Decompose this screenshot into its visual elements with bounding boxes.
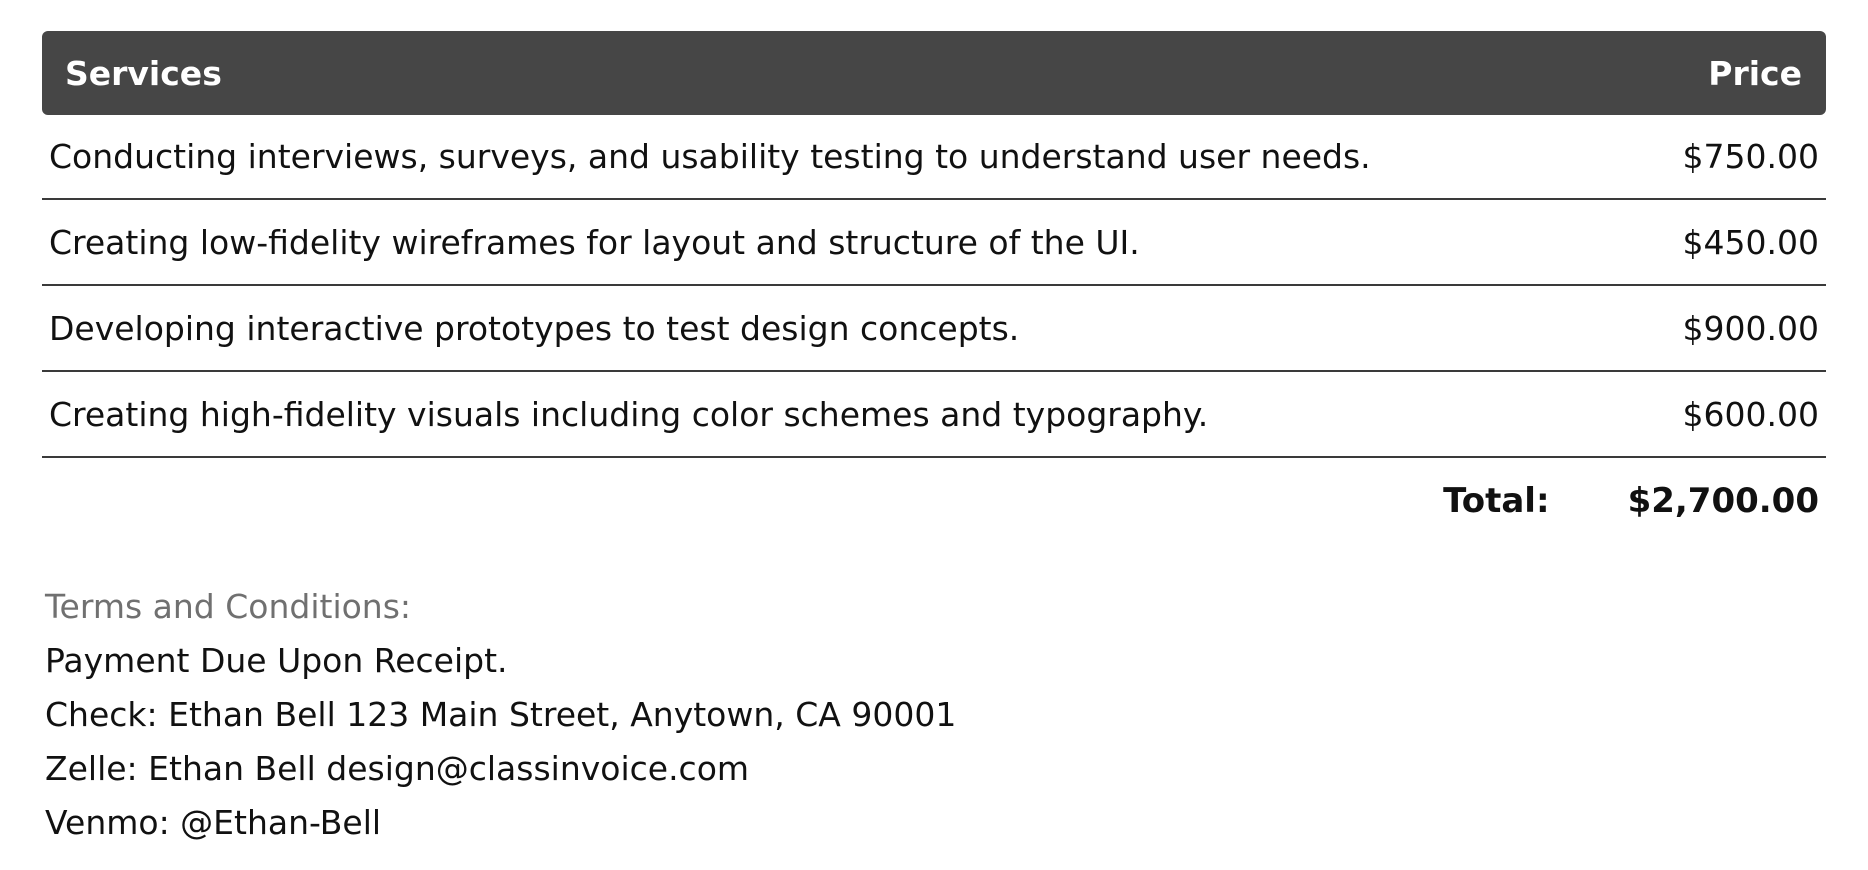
terms-line-check: Check: Ethan Bell 123 Main Street, Anytown, CA 90001 — [45, 695, 957, 734]
table-row — [42, 372, 1826, 458]
table-header — [42, 31, 1826, 115]
service-price: $900.00 — [1682, 308, 1819, 348]
total-row — [42, 458, 1826, 544]
total-value: $2,700.00 — [1627, 481, 1819, 521]
table-row — [42, 286, 1826, 372]
invoice-services-table — [42, 31, 1826, 544]
services-column-header: Services — [65, 53, 222, 93]
table-row — [42, 115, 1826, 200]
terms-line-zelle: Zelle: Ethan Bell design@classinvoice.com — [45, 749, 750, 788]
total-label: Total: — [1443, 481, 1550, 521]
service-description: Creating low-fidelity wireframes for layout and structure of the UI. — [49, 222, 1140, 262]
terms-section — [45, 580, 956, 850]
terms-title: Terms and Conditions: — [45, 587, 412, 626]
terms-line-payment: Payment Due Upon Receipt. — [45, 641, 508, 680]
service-price: $600.00 — [1682, 394, 1819, 434]
terms-line-venmo: Venmo: @Ethan-Bell — [45, 803, 382, 842]
table-row — [42, 200, 1826, 286]
table-body — [42, 115, 1826, 458]
service-price: $450.00 — [1682, 222, 1819, 262]
service-price: $750.00 — [1682, 137, 1819, 176]
price-column-header: Price — [1708, 53, 1802, 93]
service-description: Developing interactive prototypes to test design concepts. — [49, 308, 1020, 348]
service-description: Conducting interviews, surveys, and usability testing to understand user needs. — [49, 137, 1371, 176]
service-description: Creating high-fidelity visuals including color schemes and typography. — [49, 394, 1209, 434]
